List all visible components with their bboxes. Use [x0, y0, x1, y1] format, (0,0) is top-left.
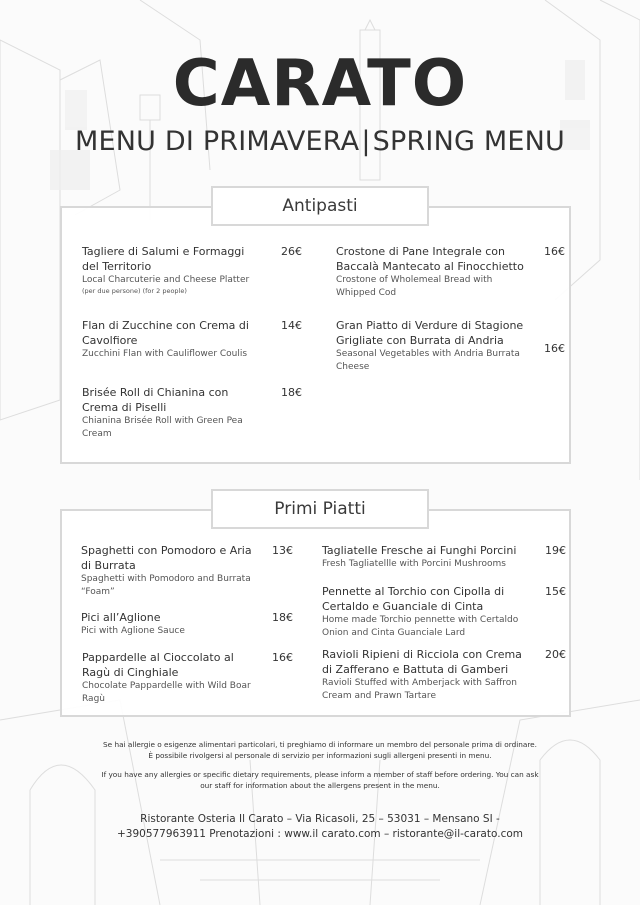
menu-item [322, 584, 522, 640]
allergy-notice-italian: Se hai allergie o esigenze alimentari particolari, ti preghiamo di informare un membro del personale prima di ordinare. È possibile rivolgersi al personale di servizio per informazioni sugli allergeni presenti in menu. [103, 740, 537, 760]
item-name: Crostone di Pane Integrale con Baccalà Mantecato al Finocchietto [336, 245, 524, 273]
menu-item [82, 318, 262, 361]
item-price: 18€ [272, 611, 293, 624]
item-description: Chocolate Pappardelle with Wild Boar Ragù [82, 681, 251, 704]
menu-item [82, 650, 262, 706]
menu-item [322, 647, 534, 703]
item-description: Seasonal Vegetables with Andria Burrata Cheese [336, 349, 520, 372]
item-name: Brisée Roll di Chianina con Crema di Piselli [82, 386, 229, 414]
item-price: 16€ [544, 342, 565, 355]
menu-item [81, 610, 263, 638]
item-description: Fresh Tagliatellle with Porcini Mushrooms [322, 559, 506, 569]
allergy-notice-english: If you have any allergies or specific dietary requirements, please inform a member of staff before ordering. You can ask our staff for information about the allergens present in the menu. [101, 770, 539, 790]
item-price: 15€ [545, 585, 566, 598]
item-name: Gran Piatto di Verdure di Stagione Grigliate con Burrata di Andria [336, 319, 524, 347]
menu-item [82, 244, 262, 296]
item-name: Flan di Zucchine con Crema di Cavolfiore [82, 319, 249, 347]
item-note: (per due persone) (for 2 people) [82, 287, 187, 295]
item-name: Tagliatelle Fresche ai Funghi Porcini [322, 544, 517, 557]
subtitle-english: SPRING MENU [372, 126, 565, 157]
footer-contacts: +390577963911 Prenotazioni : www.il carato.com – ristorante@il-carato.com [116, 828, 523, 840]
restaurant-logo: CARATO [172, 47, 468, 121]
menu-subtitle [0, 126, 640, 157]
item-price: 18€ [281, 386, 302, 399]
subtitle-italian: MENU DI PRIMAVERA [74, 126, 360, 157]
menu-item [336, 244, 528, 300]
item-name: Pennette al Torchio con Cipolla di Certaldo e Guanciale di Cinta [322, 585, 505, 613]
item-description: Chianina Brisée Roll with Green Pea Cream [82, 416, 243, 439]
item-price: 20€ [545, 648, 566, 661]
item-description: Zucchini Flan with Cauliflower Coulis [82, 349, 248, 359]
item-price: 26€ [281, 245, 302, 258]
item-name: Pici all’Aglione [81, 611, 161, 624]
item-name: Pappardelle al Cioccolato al Ragù di Cinghiale [82, 651, 234, 679]
item-description: Pici with Aglione Sauce [81, 626, 185, 636]
item-name: Spaghetti con Pomodoro e Aria di Burrata [81, 544, 252, 572]
menu-item [336, 318, 528, 374]
menu-item [82, 385, 262, 441]
item-name: Tagliere di Salumi e Formaggi del Territorio [82, 245, 245, 273]
menu-item [81, 543, 263, 599]
subtitle-separator: | [361, 126, 371, 157]
item-description: Home made Torchio pennette with Certaldo Onion and Cinta Guanciale Lard [322, 615, 519, 638]
item-description: Crostone of Wholemeal Bread with Whipped Cod [336, 275, 493, 298]
item-price: 13€ [272, 544, 293, 557]
item-description: Local Charcuterie and Cheese Platter [82, 275, 250, 285]
item-name: Ravioli Ripieni di Ricciola con Crema di Zafferano e Battuta di Gamberi [322, 648, 522, 676]
item-description: Ravioli Stuffed with Amberjack with Saffron Cream and Prawn Tartare [322, 678, 517, 701]
antipasti-title: Antipasti [211, 186, 429, 226]
item-price: 19€ [545, 544, 566, 557]
item-price: 14€ [281, 319, 302, 332]
item-price: 16€ [272, 651, 293, 664]
item-description: Spaghetti with Pomodoro and Burrata “Foam” [81, 574, 251, 597]
primi-title: Primi Piatti [211, 489, 429, 529]
footer-address: Ristorante Osteria Il Carato – Via Ricasoli, 25 – 53031 – Mensano SI - [140, 813, 500, 825]
item-price: 16€ [544, 245, 565, 258]
menu-item [322, 543, 532, 571]
